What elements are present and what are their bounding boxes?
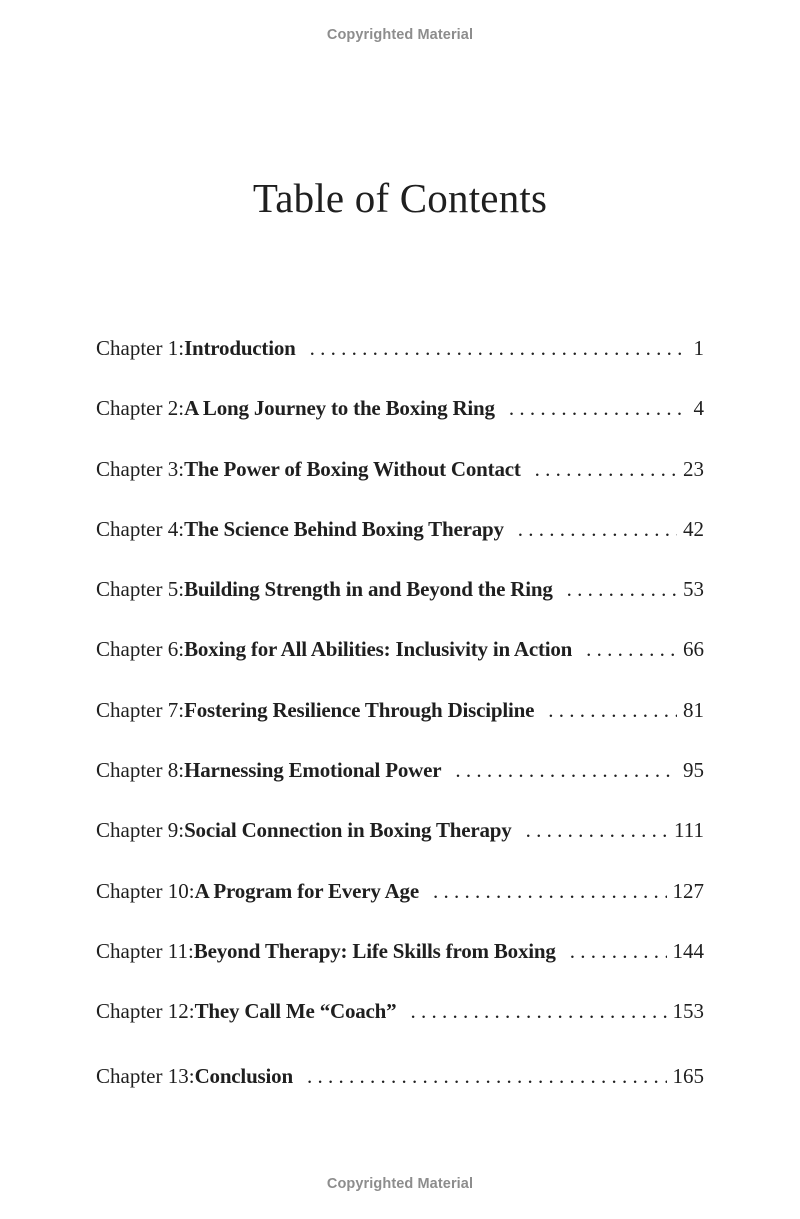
- toc-entry-chapter-2[interactable]: [96, 396, 704, 456]
- toc-entry-chapter-13[interactable]: [96, 1064, 704, 1124]
- chapter-number: Chapter 4:: [96, 516, 185, 541]
- chapter-number: Chapter 13:: [96, 1063, 195, 1088]
- toc-entry-chapter-3[interactable]: [96, 457, 704, 517]
- chapter-number: Chapter 6:: [96, 637, 185, 662]
- chapter-title: Harnessing Emotional Power: [184, 758, 442, 783]
- dot-leader: [535, 457, 677, 482]
- dot-leader: [570, 939, 667, 964]
- page-number: 4: [693, 396, 704, 421]
- chapter-number: Chapter 12:: [96, 999, 195, 1024]
- copyright-watermark-bottom: Copyrighted Material: [326, 1176, 474, 1192]
- chapter-title: The Science Behind Boxing Therapy: [184, 516, 504, 541]
- chapter-number: Chapter 7:: [96, 697, 185, 722]
- toc-entry-chapter-10[interactable]: [96, 879, 704, 939]
- dot-leader: [307, 1064, 667, 1089]
- chapter-title: Social Connection in Boxing Therapy: [184, 818, 512, 843]
- toc-entry-chapter-11[interactable]: [96, 939, 704, 999]
- page-number: 165: [672, 1063, 704, 1088]
- page-number: 153: [672, 999, 704, 1024]
- page-number: 111: [674, 818, 704, 843]
- dot-leader: [548, 698, 677, 723]
- dot-leader: [518, 517, 677, 542]
- page-number: 144: [672, 938, 704, 963]
- chapter-title: Building Strength in and Beyond the Ring: [184, 577, 553, 602]
- dot-leader: [526, 818, 668, 843]
- dot-leader: [509, 396, 688, 421]
- chapter-number: Chapter 8:: [96, 758, 185, 783]
- dot-leader: [410, 999, 666, 1024]
- chapter-number: Chapter 5:: [96, 577, 185, 602]
- chapter-number: Chapter 9:: [96, 818, 185, 843]
- chapter-title: Fostering Resilience Through Discipline: [184, 697, 535, 722]
- dot-leader: [310, 336, 688, 361]
- chapter-title: The Power of Boxing Without Contact: [184, 456, 521, 481]
- chapter-title: Introduction: [184, 336, 296, 360]
- toc-entry-chapter-12[interactable]: [96, 999, 704, 1059]
- page-number: 53: [683, 577, 704, 602]
- toc-entry-chapter-7[interactable]: [96, 698, 704, 758]
- chapter-title: They Call Me “Coach”: [194, 999, 397, 1024]
- dot-leader: [586, 637, 677, 662]
- toc-entry-chapter-9[interactable]: [96, 818, 704, 878]
- toc-entry-chapter-6[interactable]: [96, 637, 704, 697]
- table-of-contents: [96, 336, 704, 1124]
- page-number: 23: [683, 456, 704, 481]
- dot-leader: [567, 577, 677, 602]
- chapter-number: Chapter 2:: [96, 396, 185, 421]
- page-number: 66: [683, 637, 704, 662]
- chapter-number: Chapter 10:: [96, 878, 195, 903]
- chapter-title: A Long Journey to the Boxing Ring: [184, 396, 495, 421]
- dot-leader: [455, 758, 677, 783]
- chapter-title: Beyond Therapy: Life Skills from Boxing: [193, 938, 556, 963]
- chapter-number: Chapter 3:: [96, 456, 185, 481]
- chapter-title: A Program for Every Age: [194, 878, 419, 903]
- chapter-number: Chapter 11:: [96, 938, 194, 963]
- chapter-title: Boxing for All Abilities: Inclusivity in Action: [184, 637, 573, 662]
- page-title: Table of Contents: [252, 175, 548, 221]
- toc-entry-chapter-1[interactable]: [96, 336, 704, 396]
- toc-entry-chapter-5[interactable]: [96, 577, 704, 637]
- toc-entry-chapter-4[interactable]: [96, 517, 704, 577]
- toc-entry-chapter-8[interactable]: [96, 758, 704, 818]
- copyright-watermark-top: Copyrighted Material: [326, 27, 474, 43]
- page-number: 95: [683, 758, 704, 783]
- page-number: 81: [683, 697, 704, 722]
- page-number: 1: [693, 336, 704, 360]
- page-number: 127: [672, 878, 704, 903]
- chapter-number: Chapter 1:: [96, 336, 185, 360]
- chapter-title: Conclusion: [194, 1063, 293, 1088]
- page-number: 42: [683, 516, 704, 541]
- dot-leader: [433, 879, 667, 904]
